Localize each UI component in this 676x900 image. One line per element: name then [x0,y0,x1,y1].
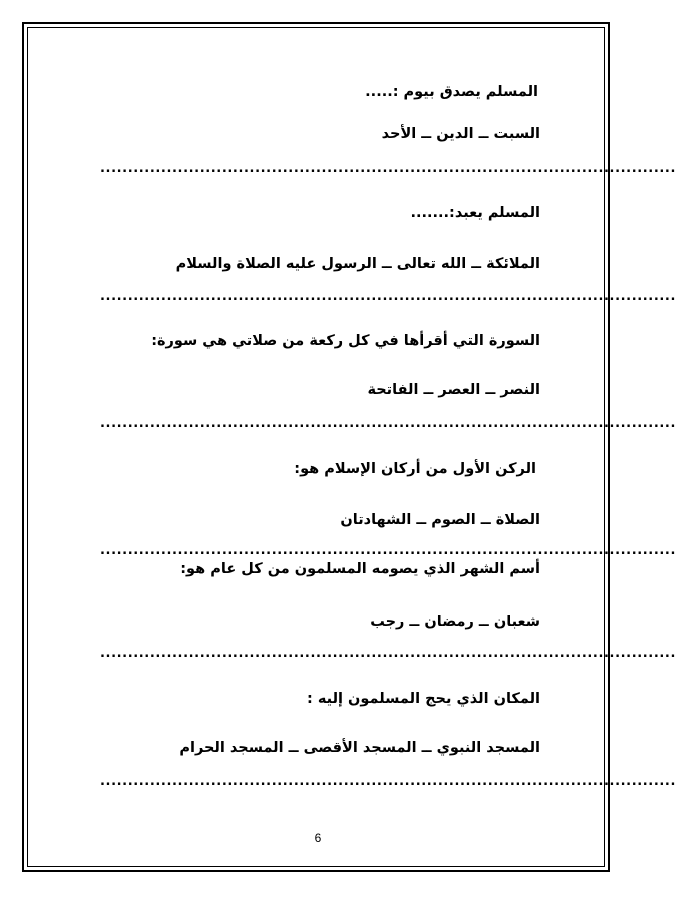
question-1-options: السبت ــ الدين ــ الأحد [381,126,540,142]
question-3-options: النصر ــ العصر ــ الفاتحة [367,382,540,398]
question-5-prompt: أسم الشهر الذي يصومه المسلمون من كل عام هو: [180,561,540,577]
question-5-options: شعبان ــ رمضان ــ رجب [370,614,540,630]
question-4-answer-line: ........................................................................................................ [100,543,676,558]
question-1-prompt: المسلم يصدق بيوم :..... [365,84,538,100]
question-4-options: الصلاة ــ الصوم ــ الشهادتان [340,512,540,528]
question-3-prompt: السورة التي أقرأها في كل ركعة من صلاتي هي سورة: [151,333,540,349]
question-2-answer-line: ........................................................................................................ [100,289,676,304]
question-5-answer-line: ........................................................................................................ [100,646,676,661]
question-6-options: المسجد النبوي ــ المسجد الأقصى ــ المسجد الحرام [179,740,540,756]
question-6-answer-line: ........................................................................................................ [100,774,676,789]
question-2-prompt: المسلم يعبد:....... [410,205,540,221]
page-number: 6 [314,831,322,845]
question-4-prompt: الركن الأول من أركان الإسلام هو: [294,461,536,477]
question-6-prompt: المكان الذي يحج المسلمون إليه : [307,691,540,707]
question-3-answer-line: ........................................................................................................ [100,416,676,431]
question-1-answer-line: ........................................................................................................ [100,161,676,176]
question-2-options: الملائكة ــ الله تعالى ــ الرسول عليه الصلاة والسلام [175,256,540,272]
